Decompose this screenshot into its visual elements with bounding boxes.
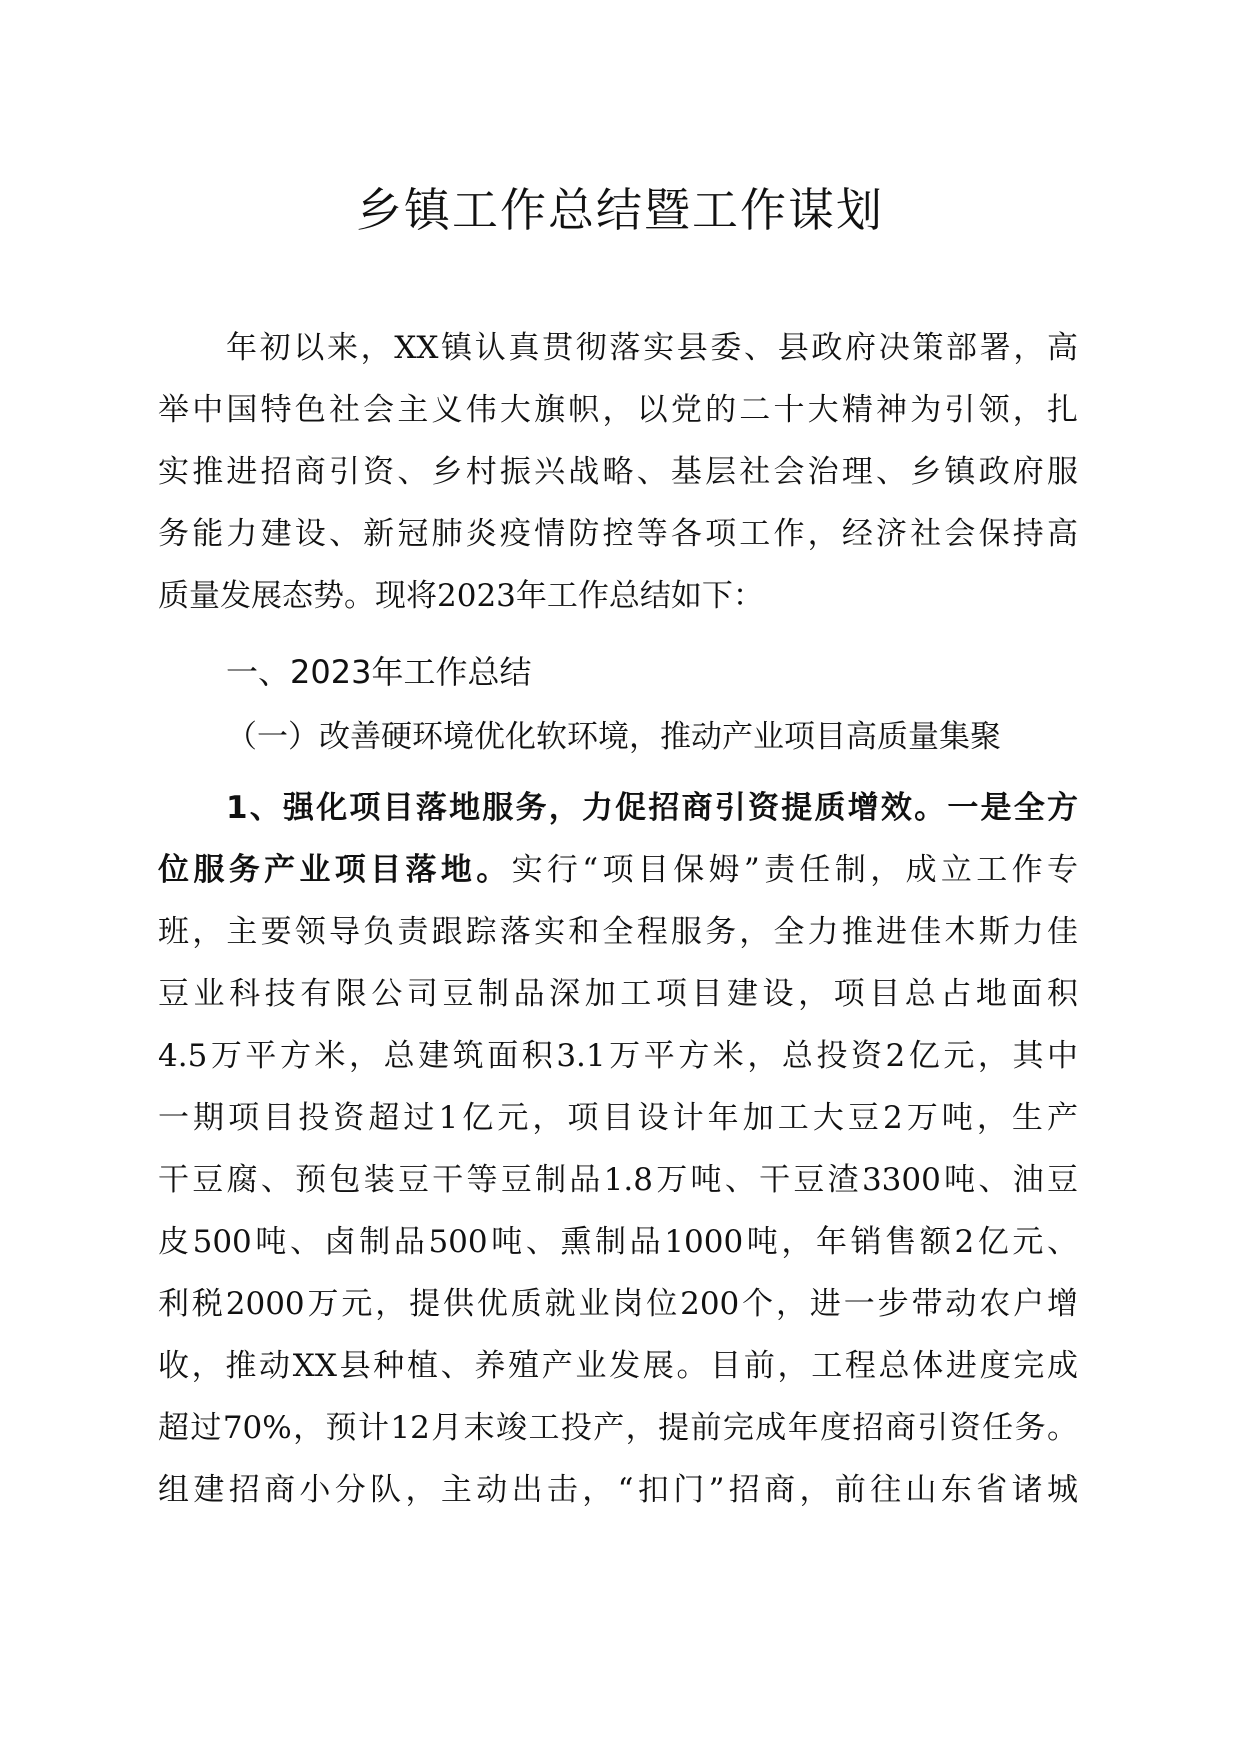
text-line: 年初以来，XX镇认真贯彻落实县委、县政府决策部署，高	[226, 330, 1078, 366]
subsection-heading: （一）改善硬环境优化软环境，推动产业项目高质量集聚	[226, 719, 1001, 755]
section-heading-1: 一、2023年工作总结	[226, 653, 532, 691]
text-line: 务能力建设、新冠肺炎疫情防控等各项工作，经济社会保持高	[158, 516, 1078, 552]
text-line: 利税2000万元，提供优质就业岗位200个，进一步带动农户增	[158, 1286, 1078, 1322]
text-line: 皮500吨、卤制品500吨、熏制品1000吨，年销售额2亿元、	[158, 1224, 1078, 1260]
text-line: 4.5万平方米，总建筑面积3.1万平方米，总投资2亿元，其中	[158, 1038, 1078, 1074]
text-line: 豆业科技有限公司豆制品深加工项目建设，项目总占地面积	[158, 976, 1078, 1012]
page-title: 乡镇工作总结暨工作谋划	[356, 183, 884, 237]
bold-lead: 位服务产业项目落地。	[158, 852, 512, 888]
section1-paragraph	[158, 777, 1078, 1521]
text-line: 举中国特色社会主义伟大旗帜，以党的二十大精神为引领，扎	[158, 392, 1078, 428]
text-line: 一期项目投资超过1亿元，项目设计年加工大豆2万吨，生产	[158, 1100, 1078, 1136]
text-line: 实推进招商引资、乡村振兴战略、基层社会治理、乡镇政府服	[158, 454, 1078, 490]
text-line: 质量发展态势。现将2023年工作总结如下：	[158, 578, 764, 614]
text-line: 超过70%，预计12月末竣工投产，提前完成年度招商引资任务。	[158, 1410, 1078, 1446]
text-line	[158, 839, 1078, 901]
intro-paragraph	[158, 317, 1078, 627]
text-line: 收，推动XX县种植、养殖产业发展。目前，工程总体进度完成	[158, 1348, 1078, 1384]
text-line: 干豆腐、预包装豆干等豆制品1.8万吨、干豆渣3300吨、油豆	[158, 1162, 1078, 1198]
text-line: 班，主要领导负责跟踪落实和全程服务，全力推进佳木斯力佳	[158, 914, 1078, 950]
bold-heading-line: 1、强化项目落地服务，力促招商引资提质增效。一是全方	[226, 790, 1078, 826]
text-continuation: 实行“项目保姆”责任制，成立工作专	[511, 852, 1078, 888]
text-line: 组建招商小分队，主动出击，“扣门”招商，前往山东省诸城	[158, 1472, 1078, 1508]
